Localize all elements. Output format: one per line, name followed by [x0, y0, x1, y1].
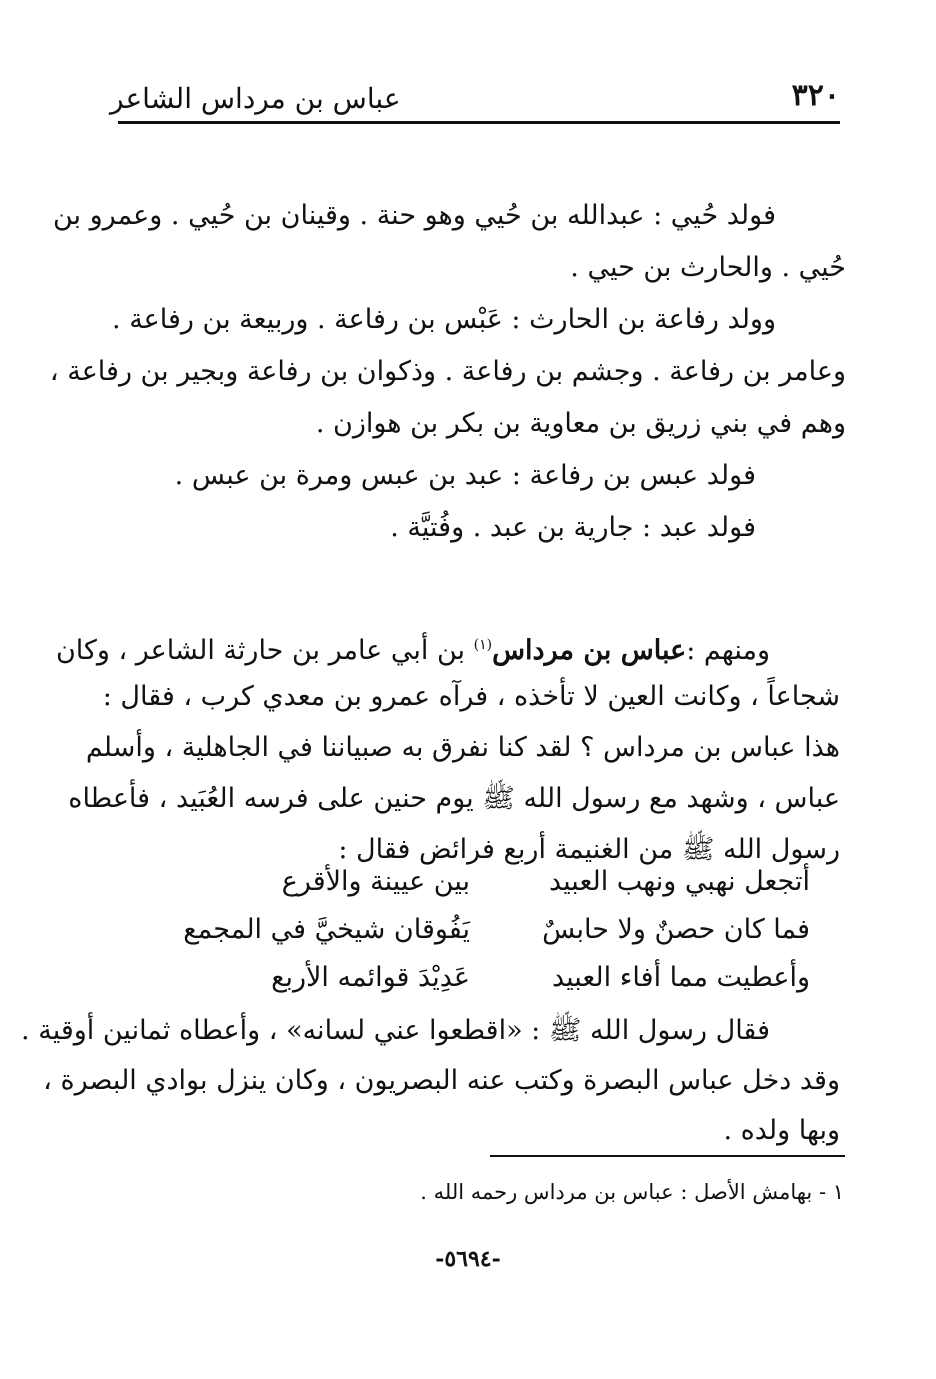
biography-section: [55, 620, 840, 875]
header-rule: [118, 121, 840, 124]
footnote: ١ - بهامش الأصل : عباس بن مرداس رحمه الله .: [420, 1180, 844, 1204]
running-title: عباس بن مرداس الشاعر: [110, 82, 401, 115]
poem-verse: [150, 858, 810, 906]
first-hemistich: وأعطيت مما أفاء العبيد: [551, 962, 810, 993]
first-hemistich: فما كان حصنٌ ولا حابسٌ: [542, 914, 810, 945]
text-line: فقال رسول الله ﷺ : «اقطعوا عني لسانه» ، وأعطاه ثمانين أوقية .: [21, 1015, 770, 1046]
intro-prefix: ومنهم :: [686, 635, 770, 666]
text-line: حُيي . والحارث بن حيي .: [570, 252, 846, 283]
poem: [150, 858, 810, 1002]
footnote-rule: [490, 1155, 845, 1157]
poem-verse: [150, 906, 810, 954]
text-line: شجاعاً ، وكانت العين لا تأخذه ، فرآه عمرو بن معدي كرب ، فقال :: [102, 681, 840, 712]
first-hemistich: أتجعل نهبي ونهب العبيد: [548, 866, 810, 897]
second-hemistich: يَفُوقان شيخيَّ في المجمع: [183, 914, 470, 945]
text-line: فولد عبس بن رفاعة : عبد بن عبس ومرة بن عبس .: [174, 460, 756, 491]
text-line: وقد دخل عباس البصرة وكتب عنه البصريون ، وكان ينزل بوادي البصرة ،: [43, 1065, 840, 1096]
text-line: وولد رفاعة بن الحارث : عَبْس بن رفاعة . وربيعة بن رفاعة .: [112, 304, 776, 335]
closing-section: [21, 1006, 840, 1156]
text-line: فولد عبد : جارية بن عبد . وفُتيَّة .: [390, 512, 756, 543]
text-line: وبها ولده .: [723, 1115, 840, 1146]
text-line: وهم في بني زريق بن معاوية بن بكر بن هوازن .: [315, 408, 846, 439]
poem-verse: [150, 954, 810, 1002]
person-name: عباس بن مرداس: [492, 635, 687, 666]
text-line: فولد حُيي : عبدالله بن حُيي وهو حنة . وقينان بن حُيي . وعمرو بن: [52, 200, 776, 231]
text-line: رسول الله ﷺ من الغنيمة أربع فرائض فقال :: [338, 834, 840, 865]
lineage-section: [49, 190, 846, 554]
biography-intro-line: [55, 620, 840, 671]
text-line: هذا عباس بن مرداس ؟ لقد كنا نفرق به صبياننا في الجاهلية ، وأسلم: [85, 732, 840, 763]
second-hemistich: عَدِيْدَ قوائمه الأربع: [271, 962, 470, 993]
text-line: عباس ، وشهد مع رسول الله ﷺ يوم حنين على فرسه العُبَيد ، فأعطاه: [68, 783, 840, 814]
text-line: وعامر بن رفاعة . وجشم بن رفاعة . وذكوان بن رفاعة وبجير بن رفاعة ،: [49, 356, 846, 387]
footnote-reference[interactable]: (١): [473, 637, 493, 653]
footer-page-number: -٥٦٩٤-: [435, 1246, 501, 1272]
intro-rest: بن أبي عامر بن حارثة الشاعر ، وكان: [55, 635, 474, 666]
page-number: ٣٢٠: [791, 78, 840, 113]
second-hemistich: بين عيينة والأقرع: [281, 866, 470, 897]
